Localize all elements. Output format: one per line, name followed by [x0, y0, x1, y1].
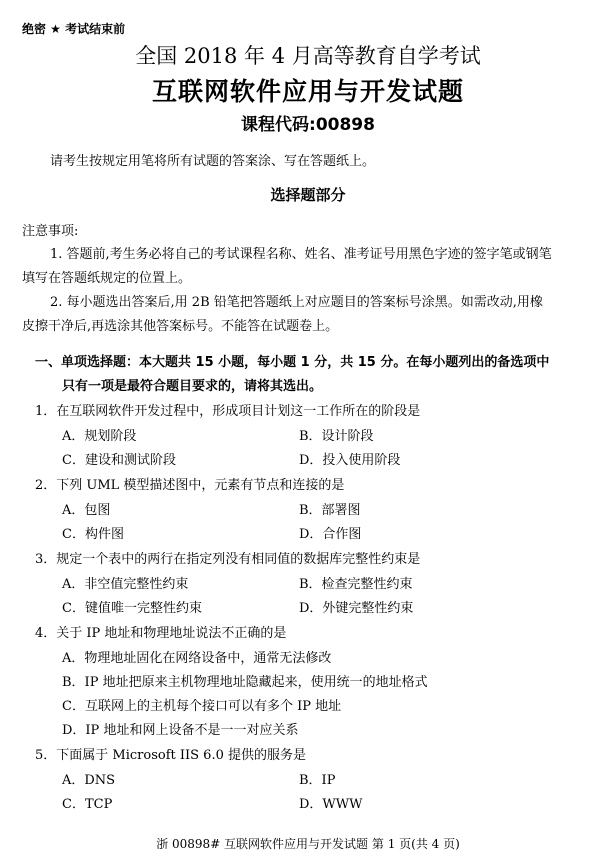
answer-instruction: 请考生按规定用笔将所有试题的答案涂、写在答题纸上。 [50, 154, 376, 169]
note-2-line-1: 2. 每小题选出答案后,用 2B 铅笔把答题纸上对应题目的答案标号涂黑。如需改动,用橡 [50, 295, 543, 310]
exam-title: 全国 2018 年 4 月高等教育自学考试 [135, 44, 481, 68]
question-4-option-a: A．物理地址固化在网络设备中，通常无法修改 [62, 651, 332, 666]
part-1-heading-line-2: 只有一项是最符合题目要求的，请将其选出。 [62, 379, 323, 394]
question-3-stem: 3．规定一个表中的两行在指定列没有相同值的数据库完整性约束是 [35, 552, 421, 567]
note-1-line-1: 1. 答题前,考生务必将自己的考试课程名称、姓名、准考证号用黑色字迹的签字笔或钢笔 [50, 247, 552, 262]
part-1-heading-line-1: 一、单项选择题：本大题共 15 小题，每小题 1 分，共 15 分。在每小题列出的备选项中 [35, 355, 550, 370]
question-5-option-a: A．DNS [62, 773, 116, 788]
question-4-option-d: D．IP 地址和网上设备不是一一对应关系 [62, 723, 299, 738]
question-4-option-b: B．IP 地址把原来主机物理地址隐藏起来，使用统一的地址格式 [62, 675, 428, 690]
question-2-option-b: B．部署图 [299, 503, 361, 518]
page-footer: 浙 00898# 互联网软件应用与开发试题 第 1 页(共 4 页) [156, 837, 460, 851]
question-1-option-d: D．投入使用阶段 [299, 453, 401, 468]
note-2-line-2: 皮擦干净后,再选涂其他答案标号。不能答在试题卷上。 [22, 319, 339, 334]
question-1-option-b: B．设计阶段 [299, 429, 374, 444]
question-3-option-a: A．非空值完整性约束 [62, 577, 189, 592]
question-5-stem: 5．下面属于 Microsoft IIS 6.0 提供的服务是 [35, 748, 306, 763]
question-2-stem: 2．下列 UML 模型描述图中，元素有节点和连接的是 [35, 478, 345, 493]
question-2-option-a: A．包图 [62, 503, 111, 518]
course-code: 课程代码:00898 [241, 115, 375, 135]
question-5-option-c: C．TCP [62, 797, 113, 812]
question-3-option-c: C．键值唯一完整性约束 [62, 601, 202, 616]
question-5-option-d: D．WWW [299, 797, 363, 812]
section-title: 选择题部分 [270, 186, 346, 204]
note-1-line-2: 填写在答题纸规定的位置上。 [22, 271, 192, 286]
confidential-label: 绝密 ★ 考试结束前 [22, 22, 126, 36]
question-2-option-c: C．构件图 [62, 527, 124, 542]
notes-heading: 注意事项: [22, 224, 79, 239]
question-4-option-c: C．互联网上的主机每个接口可以有多个 IP 地址 [62, 699, 342, 714]
question-5-option-b: B．IP [299, 773, 336, 788]
question-4-stem: 4．关于 IP 地址和物理地址说法不正确的是 [35, 626, 287, 641]
question-3-option-d: D．外键完整性约束 [299, 601, 414, 616]
question-1-stem: 1．在互联网软件开发过程中，形成项目计划这一工作所在的阶段是 [35, 404, 421, 419]
question-2-option-d: D．合作图 [299, 527, 362, 542]
subject-title: 互联网软件应用与开发试题 [151, 77, 464, 106]
question-1-option-a: A．规划阶段 [62, 429, 137, 444]
question-1-option-c: C．建设和测试阶段 [62, 453, 176, 468]
question-3-option-b: B．检查完整性约束 [299, 577, 413, 592]
